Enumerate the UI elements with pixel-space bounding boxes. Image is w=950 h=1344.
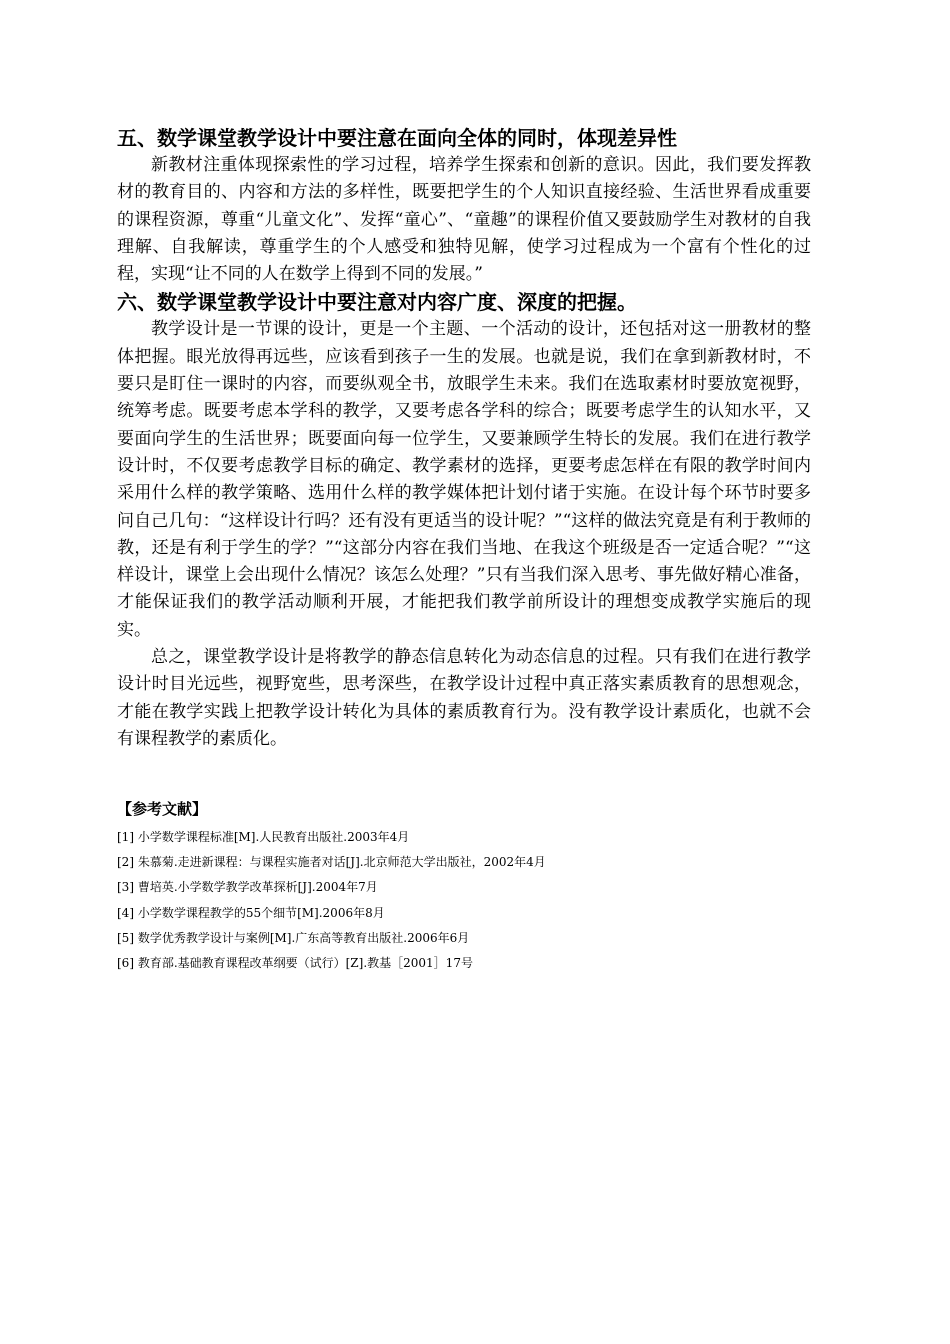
reference-item: [4] 小学数学课程教学的55个细节[M].2006年8月 [117, 905, 385, 920]
references-section [117, 798, 811, 976]
section-6-paragraph-2: 总之，课堂教学设计是将教学的静态信息转化为动态信息的过程。只有我们在进行教学设计时目光远些，视野宽些，思考深些，在教学设计过程中真正落实素质教育的思想观念，才能在教学实践上把教学设计转化为具体的素质教育行为。没有教学设计素质化，也就不会有课程教学的素质化。 [117, 647, 811, 749]
references-title: 【参考文献】 [117, 800, 208, 818]
section-heading-5: 五、数学课堂教学设计中要注意在面向全体的同时，体现差异性 [117, 126, 677, 150]
section-5-paragraph-1: 新教材注重体现探索性的学习过程，培养学生探索和创新的意识。因此，我们要发挥教材的教育目的、内容和方法的多样性，既要把学生的个人知识直接经验、生活世界看成重要的课程资源，尊重“儿童文化”、发挥“童心”、“童趣”的课程价值又要鼓励学生对教材的自我理解、自我解读，尊重学生的个人感受和独特见解，使学习过程成为一个富有个性化的过程，实现“让不同的人在数学上得到不同的发展。” [117, 155, 811, 285]
reference-item: [3] 曹培英.小学数学教学改革探析[J].2004年7月 [117, 880, 378, 895]
reference-item: [1] 小学数学课程标准[M].人民教育出版社.2003年4月 [117, 830, 410, 844]
reference-item: [6] 教育部.基础教育课程改革纲要（试行）[Z].教基［2001］17号 [117, 956, 473, 971]
reference-item: [2] 朱慕菊.走进新课程：与课程实施者对话[J].北京师范大学出版社，2002年4月 [117, 855, 546, 870]
section-6-paragraph-1: 教学设计是一节课的设计，更是一个主题、一个活动的设计，还包括对这一册教材的整体把握。眼光放得再远些，应该看到孩子一生的发展。也就是说，我们在拿到新教材时，不要只是盯住一课时的内容，而要纵观全书，放眼学生未来。我们在选取素材时要放宽视野，统筹考虑。既要考虑本学科的教学，又要考虑各学科的综合；既要考虑学生的认知水平，又要面向学生的生活世界；既要面向每一位学生，又要兼顾学生特长的发展。我们在进行教学设计时，不仅要考虑教学目标的确定、教学素材的选择，更要考虑怎样在有限的教学时间内采用什么样的教学策略、选用什么样的教学媒体把计划付诸于实施。在设计每个环节时要多问自己几句：“这样设计行吗？还有没有更适当的设计呢？”“这样的做法究竟是有利于教师的教，还是有利于学生的学？”“这部分内容在我们当地、在我这个班级是否一定适合呢？”“这样设计，课堂上会出现什么情况？该怎么处理？”只有当我们深入思考、事先做好精心准备，才能保证我们的教学活动顺利开展，才能把我们教学前所设计的理想变成教学实施后的现实。 [117, 319, 811, 640]
reference-item: [5] 数学优秀教学设计与案例[M].广东高等教育出版社.2006年6月 [117, 930, 470, 945]
article-body [117, 124, 811, 753]
section-heading-6: 六、数学课堂教学设计中要注意对内容广度、深度的把握。 [117, 290, 637, 315]
